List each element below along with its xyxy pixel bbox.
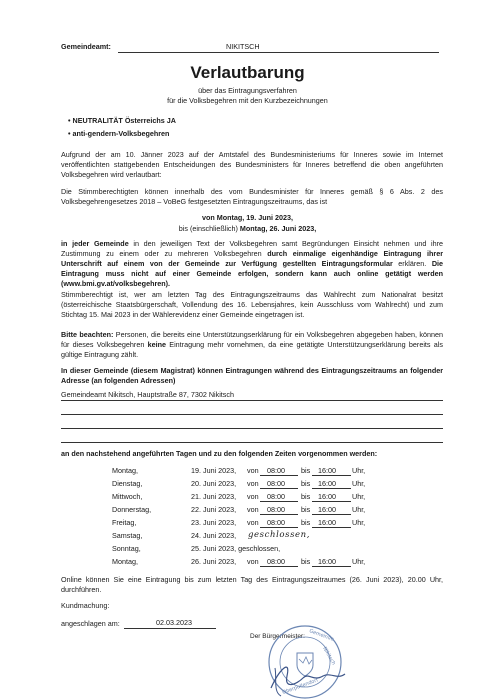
schedule-from: 08:00 (267, 557, 285, 566)
schedule-day: Montag, (112, 557, 138, 566)
schedule-from-label: von (247, 505, 259, 514)
posting-label: Kundmachung: (61, 601, 110, 610)
schedule-from-label: von (247, 492, 259, 501)
schedule-to-label: bis (301, 505, 311, 514)
posted-date-line (124, 628, 216, 629)
schedule-to-line (312, 488, 351, 489)
period-end (0, 224, 495, 234)
schedule-day: Donnerstag, (112, 505, 152, 514)
signature-label: Der Bürgermeister: (250, 633, 305, 640)
eligible-paragraph: Die Stimmberechtigten können innerhalb des vom Bundesminister für Inneres gemäß § 6 Abs. 2 des Volksbegehrengesetzes 2018 – VoBeG festgesetzten Eintragungszeitraums, das ist (61, 187, 443, 206)
schedule-handwritten-note: geschlossen, (248, 530, 311, 540)
schedule-to-line (312, 527, 351, 528)
posted-date: 02.03.2023 (156, 618, 192, 627)
schedule-from: 08:00 (267, 466, 285, 475)
body-1-a: in jeder Gemeinde (61, 239, 129, 248)
petition-name: NEUTRALITÄT Österreichs JA (72, 116, 176, 125)
schedule-date: 24. Juni 2023, (191, 531, 237, 540)
schedule-row (112, 544, 372, 555)
participation-paragraph (61, 239, 443, 289)
svg-text:Gemeinde: Gemeinde (308, 628, 335, 643)
body-1-b: in den jeweiligen Text der Volksbegehren samt Begründungen Einsicht nehmen und ihre Zustimmung zu einem oder zu mehreren Volksbegehren (61, 239, 443, 258)
schedule-date: 21. Juni 2023, (191, 492, 237, 501)
municipal-stamp-seal (265, 618, 350, 700)
schedule-from-label: von (247, 518, 259, 527)
address-line-2 (61, 414, 443, 415)
schedule-suffix: Uhr, (352, 466, 366, 475)
schedule-day: Dienstag, (112, 479, 143, 488)
petition-name: anti-gendern-Volksbegehren (72, 129, 170, 138)
schedule-to-line (312, 514, 351, 515)
svg-text:Nikitsch: Nikitsch (321, 646, 337, 667)
schedule-suffix: Uhr, (352, 492, 366, 501)
online-paragraph: Online können Sie eine Eintragung bis zum letzten Tag des Eintragungszeitraumes (26. Juni 2023), 20.00 Uhr, durchführen. (61, 575, 443, 594)
address-line-1 (61, 400, 443, 401)
body-1-d: erklären. (392, 259, 432, 268)
schedule-day: Freitag, (112, 518, 137, 527)
schedule-day: Mittwoch, (112, 492, 143, 501)
schedule-to-label: bis (301, 557, 311, 566)
subtitle-2: für die Volksbegehren mit den Kurzbezeichnungen (167, 96, 328, 105)
schedule-date: 19. Juni 2023, (191, 466, 237, 475)
schedule-from: 08:00 (267, 479, 285, 488)
schedule-date: 26. Juni 2023, (191, 557, 237, 566)
schedule-suffix: Uhr, (352, 518, 366, 527)
note-b: keine (147, 340, 166, 349)
period-end-prefix: bis (einschließlich) (178, 224, 238, 233)
schedule-to: 16:00 (318, 466, 336, 475)
petition-item-2: • anti-gendern-Volksbegehren (68, 129, 170, 138)
schedule-intro: an den nachstehend angeführten Tagen und zu den folgenden Zeiten vorgenommen werden: (61, 449, 378, 458)
schedule-row (112, 479, 372, 490)
address-value: Gemeindeamt Nikitsch, Hauptstraße 87, 7302 Nikitsch (61, 390, 234, 399)
schedule-row (112, 466, 372, 477)
schedule-row (112, 557, 372, 568)
schedule-date: 23. Juni 2023, (191, 518, 237, 527)
schedule-to-label: bis (301, 479, 311, 488)
municipality-value: NIKITSCH (226, 42, 260, 51)
schedule-from: 08:00 (267, 492, 285, 501)
note-label: Bitte beachten: (61, 330, 114, 339)
address-line-4 (61, 442, 443, 443)
note-paragraph (61, 330, 443, 360)
stamp-coat-of-arms (297, 653, 313, 676)
schedule-to-label: bis (301, 466, 311, 475)
schedule-from: 08:00 (267, 518, 285, 527)
schedule-to: 16:00 (318, 505, 336, 514)
schedule-from-label: von (247, 557, 259, 566)
schedule-suffix: Uhr, (352, 557, 366, 566)
period-start: von Montag, 19. Juni 2023, (201, 213, 294, 222)
schedule-day: Samstag, (112, 531, 143, 540)
note-c: Eintragung mehr vornehmen, da eine getätigte Unterstützungserklärung bereits als gültige Eintragung zählt. (61, 340, 443, 359)
schedule-row (112, 505, 372, 516)
svg-text:Oberpullendorf: Oberpullendorf (281, 677, 320, 696)
body-1-c: durch einmalige eigenhändige Eintragung ihrer Unterschrift auf einem von der Gemeinde zur Verfügung gestellten Eintragungsformular (61, 249, 444, 268)
note-a: Personen, die bereits eine Unterstützungserklärung für ein Volksbegehren abgegeben haben, können für dieses Volksbegehren (61, 330, 443, 349)
address-line-3 (61, 428, 443, 429)
schedule-to: 16:00 (318, 518, 336, 527)
schedule-suffix: Uhr, (352, 505, 366, 514)
schedule-date: 25. Juni 2023, geschlossen, (191, 544, 281, 553)
schedule-suffix: Uhr, (352, 479, 366, 488)
schedule-from-line (260, 514, 298, 515)
schedule-to: 16:00 (318, 557, 336, 566)
schedule-to-label: bis (301, 518, 311, 527)
schedule-to: 16:00 (318, 492, 336, 501)
schedule-to-label: bis (301, 492, 311, 501)
schedule-date: 20. Juni 2023, (191, 479, 237, 488)
schedule-date: 22. Juni 2023, (191, 505, 237, 514)
posted-label: angeschlagen am: (61, 619, 120, 628)
schedule-row (112, 531, 372, 542)
intro-paragraph: Aufgrund der am 10. Jänner 2023 auf der Amtstafel des Bundesministeriums für Inneres sowie im Internet veröffentlichten stattgebenden Entscheidungen des Bundesministers für Inneres betreffend die oben angeführten Volksbegehren wird verlautbart: (61, 150, 443, 179)
schedule-from-line (260, 527, 298, 528)
schedule-from-line (260, 488, 298, 489)
schedule-row (112, 492, 372, 503)
stamp-inner-ring (280, 637, 330, 687)
stamp-emblem (299, 657, 312, 664)
municipality-label: Gemeindeamt: (61, 42, 111, 51)
eligibility-paragraph: Stimmberechtigt ist, wer am letzten Tag des Eintragungszeitraums das Wahlrecht zum Nationalrat besitzt (österreichische Staatsbürgerschaft, Vollendung des 16. Lebensjahres, kein Ausschluss vom Wahlrecht) und zum Stichtag 15. Mai 2023 in der Wählerevidenz einer Gemeinde eingetragen ist. (61, 290, 443, 319)
schedule-from-label: von (247, 466, 259, 475)
page-title: Verlautbarung (190, 63, 305, 82)
body-1-e: Die Eintragung muss nicht auf einer Gemeinde erfolgen, sondern kann auch online getätigt werden (www.bmi.gv.at/volksbegehren). (61, 259, 443, 288)
address-intro: In dieser Gemeinde (diesem Magistrat) können Eintragungen während des Eintragungszeitraums an folgender Adresse (an folgenden Adressen) (61, 366, 443, 385)
schedule-day: Sonntag, (112, 544, 141, 553)
petition-item-1: • NEUTRALITÄT Österreichs JA (68, 116, 176, 125)
schedule-from-label: von (247, 479, 259, 488)
schedule-from: 08:00 (267, 505, 285, 514)
schedule-from-line (260, 501, 298, 502)
subtitle-1: über das Eintragungsverfahren (198, 86, 297, 95)
schedule-to-line (312, 501, 351, 502)
schedule-from-line (260, 475, 298, 476)
schedule-day: Montag, (112, 466, 138, 475)
period-end-date: Montag, 26. Juni 2023, (239, 224, 317, 233)
municipality-underline (118, 52, 439, 53)
schedule-to: 16:00 (318, 479, 336, 488)
schedule-row (112, 518, 372, 529)
schedule-to-line (312, 566, 351, 567)
schedule-to-line (312, 475, 351, 476)
schedule-from-line (260, 566, 298, 567)
